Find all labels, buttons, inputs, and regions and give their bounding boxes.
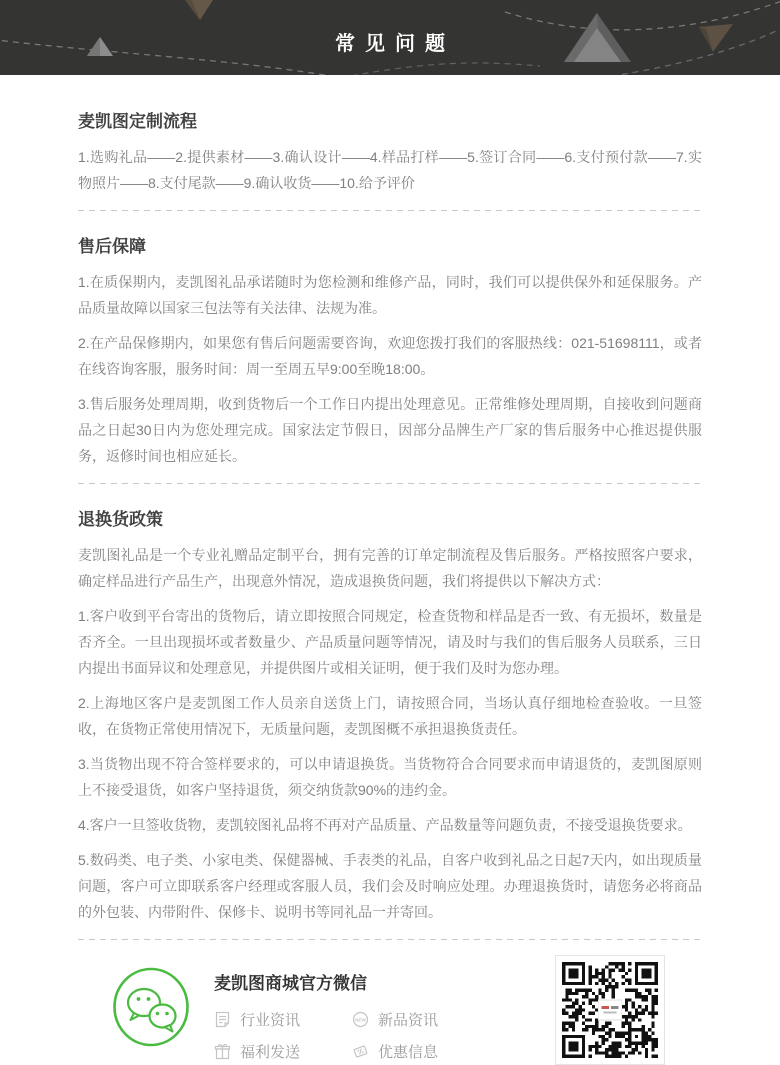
wechat-account-title: 麦凯图商城官方微信 xyxy=(214,974,367,993)
qr-code-image xyxy=(562,962,658,1058)
aftersales-paragraph: 1.在质保期内，麦凯图礼品承诺随时为您检测和维修产品，同时，我们可以提供保外和延保服务。产品质量故障以国家三包法等有关法律、法规为准。 xyxy=(78,274,702,316)
wechat-feature-label: 优惠信息 xyxy=(378,1044,439,1061)
returns-paragraph: 1.客户收到平台寄出的货物后，请立即按照合同规定，检查货物和样品是否一致、有无损坏，数量是否齐全。一旦出现损坏或者数量少、产品质量问题等情况，请及时与我们的售后服务人员联系，三日内提出书面异议和处理意见，并提供图片或相关证明，便于我们及时为您办理。 xyxy=(78,608,702,676)
returns-paragraph: 2.上海地区客户是麦凯图工作人员亲自送货上门，请按照合同，当场认真仔细地检查验收。一旦签收，在货物正常使用情况下，无质量问题，麦凯图概不承担退换货责任。 xyxy=(78,695,702,737)
wechat-feature-discounts xyxy=(352,1041,438,1062)
gift-icon xyxy=(214,1043,231,1060)
wechat-feature-industry-news xyxy=(214,1009,334,1030)
page-header xyxy=(0,0,780,75)
wechat-feature-label: 新品资讯 xyxy=(378,1012,439,1029)
aftersales-paragraph: 3.售后服务处理周期，收到货物后一个工作日内提出处理意见。正常维修处理周期，自接收到问题商品之日起30日内为您处理完成。国家法定节假日，因部分品牌生产厂家的售后服务中心推迟提供服务，返修时间也相应延长。 xyxy=(78,396,702,464)
process-steps-text: 1.选购礼品——2.提供素材——3.确认设计——4.样品打样——5.签订合同——6.支付预付款——7.实物照片——8.支付尾款——9.确认收货——10.给予评价 xyxy=(78,149,702,191)
faq-content xyxy=(78,112,702,940)
returns-paragraph: 4.客户一旦签收货物，麦凯较图礼品将不再对产品质量、产品数量等问题负责，不接受退换货要求。 xyxy=(78,817,692,833)
wechat-footer xyxy=(0,940,780,1062)
qr-code xyxy=(555,955,665,1065)
news-doc-icon xyxy=(214,1011,231,1028)
section-divider xyxy=(78,210,702,211)
section-heading-process: 麦凯图定制流程 xyxy=(78,112,197,131)
wechat-feature-new-products xyxy=(352,1009,438,1030)
new-badge-icon xyxy=(352,1011,369,1028)
returns-paragraph: 麦凯图礼品是一个专业礼赠品定制平台，拥有完善的订单定制流程及售后服务。严格按照客户要求，确定样品进行产品生产，出现意外情况，造成退换货问题，我们将提供以下解决方式： xyxy=(78,547,702,589)
returns-paragraph: 3.当货物出现不符合签样要求的，可以申请退换货。当货物符合合同要求而申请退货的，麦凯图原则上不接受退货，如客户坚持退货，须交纳货款90%的违约金。 xyxy=(78,756,702,798)
coupon-icon xyxy=(352,1043,369,1060)
wechat-feature-benefits xyxy=(214,1041,334,1062)
wechat-icon xyxy=(112,967,190,1047)
svg-text:NEW: NEW xyxy=(355,1017,366,1023)
section-divider xyxy=(78,483,702,484)
page-title: 常见问题 xyxy=(335,33,455,55)
returns-paragraph: 5.数码类、电子类、小家电类、保健器械、手表类的礼品，自客户收到礼品之日起7天内，如出现质量问题，客户可立即联系客户经理或客服人员，我们会及时响应处理。办理退换货时，请您务必将商品的外包装、内带附件、保修卡、说明书等同礼品一并寄回。 xyxy=(78,852,702,920)
section-heading-aftersales: 售后保障 xyxy=(78,237,146,256)
wechat-feature-label: 行业资讯 xyxy=(240,1012,301,1029)
section-heading-returns: 退换货政策 xyxy=(78,510,163,529)
wechat-feature-label: 福利发送 xyxy=(240,1044,301,1061)
aftersales-paragraph: 2.在产品保修期内，如果您有售后问题需要咨询，欢迎您拨打我们的客服热线：021-51698111，或者在线咨询客服，服务时间：周一至周五早9:00至晚18:00。 xyxy=(78,335,702,377)
